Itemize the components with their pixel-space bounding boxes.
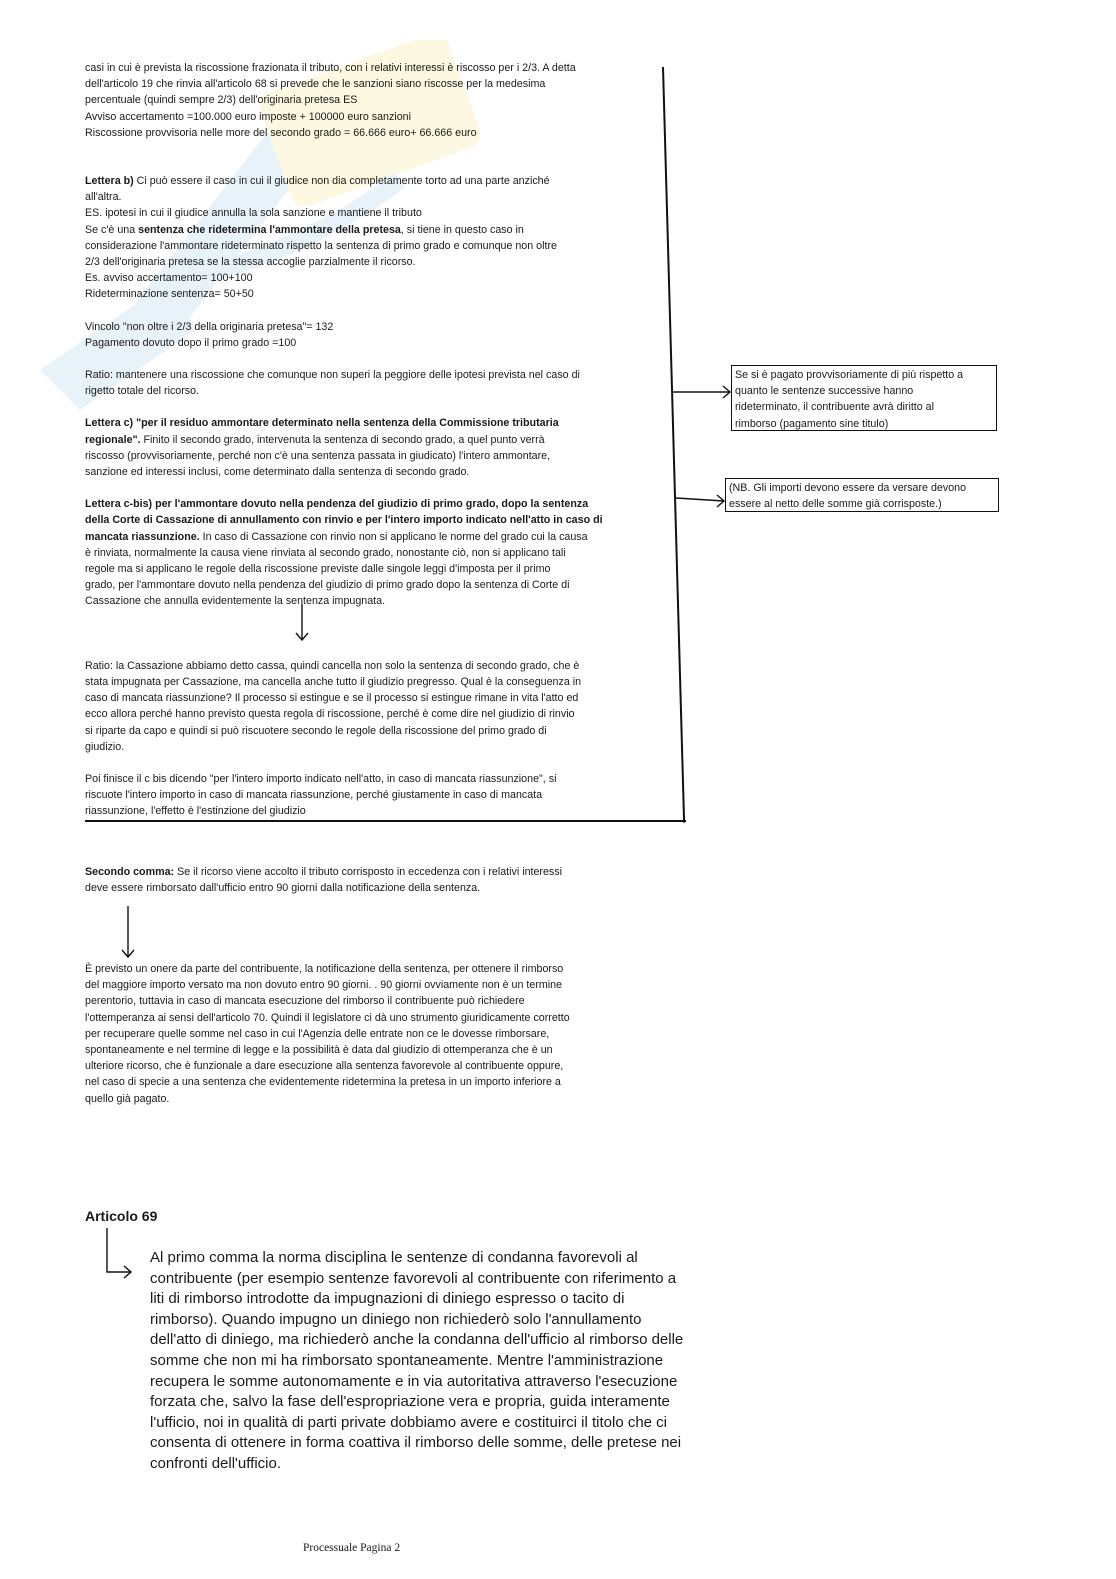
arrow-right-icon [672, 382, 734, 402]
finale-line: Poi finisce il c bis dicendo "per l'intero importo indicato nell'atto, in caso di mancata riassunzione", si [85, 772, 557, 785]
arrow-right-icon [676, 490, 728, 510]
lettera-c-heading: Lettera c) "per il residuo ammontare determinato nella sentenza della Commissione tributaria [85, 417, 559, 430]
page-footer: Processuale Pagina 2 [303, 1542, 401, 1554]
articolo-69-body: Al primo comma la norma disciplina le sentenze di condanna favorevoli al contribuente (per esempio sentenze favorevoli al contribuente con riferimento a liti di rimborso introdotte da impugnazioni di diniego espresso o tacito di rimborso). Quando impugno un diniego non richiederò solo l'annullamento dell'atto di diniego, ma richiederò anche la condanna dell'ufficio al rimborso delle somme che non mi ha rimborsato spontaneamente. Mentre l'amministrazione recupera le somme autonomamente e in via autoritativa attraverso l'esecuzione forzata che, salvo la fase dell'espropriazione vera e propria, guida interamente l'ufficio, noi in qualità di parti private dobbiamo avere e costituirci il titolo che ci consenta di ottenere in forma coattiva il rimborso delle somme, delle pretese nei confronti dell'ufficio. [150, 1249, 684, 1472]
lettera-b-line: Lettera b) Ci può essere il caso in cui il giudice non dia completamente torto ad una parte anziché [85, 175, 550, 188]
side-note-importi: (NB. Gli importi devono essere da versare devono essere al netto delle somme già corrisposte.) [725, 478, 999, 512]
intro-line: casi in cui è prevista la riscossione frazionata il tributo, con i relativi interessi è riscosso per i 2/3. A detta [85, 62, 576, 74]
main-text-block: casi in cui è prevista la riscossione frazionata il tributo, con i relativi interessi è riscosso per i 2/3. A detta dell'articolo 19 che rinvia all'articolo 68 si prevede che le sanzioni siano riscosse per la medesima percentuale (quindi sempre 2/3) dell'originaria pretesa ES Avviso accertamento =100.000 euro imposte + 100000 euro sanzioni Riscossione provvisoria nelle more del secondo grado = 66.666 euro+ 66.666 euro Lettera b) Ci può essere il caso in cui il giudice non dia completamente torto ad una parte anziché all'altra. ES. ipotesi in cui il giudice annulla la sola sanzione e mantiene il tributo Se c'è una sentenza che ridetermina l'ammontare della pretesa, si tiene in questo caso in considerazione l'ammontare rideterminato rispetto la sentenza di primo grado e comunque non oltre 2/3 dell'originaria pretesa se la stessa accoglie parzialmente il ricorso. Es. avviso accertamento= 100+100 Rideterminazione sentenza= 50+50 Vincolo "non oltre i 2/3 della originaria pretesa"= 132 Pagamento dovuto dopo il primo grado =100 Ratio: mantenere una riscossione che comunque non superi la peggiore delle ipotesi prevista nel caso di rigetto totale del ricorso. Lettera c) "per il residuo ammontare determinato nella sentenza della Commissione tributaria regionale". Finito il secondo grado, intervenuta la sentenza di secondo grado, a quel punto verrà riscosso (provvisoriamente, perché non c'è una sentenza passata in giudicato) l'intero ammontare, sanzione ed interessi inclusi, come determinato dalla sentenza di secondo grado. Lettera c-bis) per l'ammontare dovuto nella pendenza del giudizio di primo grado, dopo la sentenza della Corte di Cassazione di annullamento con rinvio e per l'intero importo indicato nell'atto in caso di mancata riassunzione. In caso di Cassazione con rinvio non si applicano le norme del grado cui la causa è rinviata, normalmente la causa viene rinviata al secondo grado, nonostante ciò, non si applicano tali regole ma si applicano le regole della riscossione previste dalle singole leggi d'imposta per il primo grado, per l'ammontare dovuto nella pendenza del giudizio di primo grado dopo la sentenza di Corte di Cassazione che annulla evidentemente la sentenza impugnata. Ratio: la Cassazione abbiamo detto cassa, quindi cancella non solo la sentenza di secondo grado, che è stata impugnata per Cassazione, ma cancella anche tutto il giudizio pregresso. Qual è la conseguenza in caso di mancata riassunzione? Il processo si estingue e se il processo si estingue rimane in vita l'atto ed ecco allora perché hanno previsto questa regola di riscossione, perché è come dire nel giudizio di rinvio si riparte da capo e quindi si può riscuotere secondo le regole della riscossione del primo grado di giudizio. Poi finisce il c bis dicendo "per l'intero importo indicato nell'atto, in caso di mancata riassunzione", si riscuote l'intero importo in caso di mancata riassunzione, perché giustamente in caso di mancata riassunzione, l'effetto è l'estinzione del giudizio [85, 60, 655, 820]
ratio-cassazione-line: Ratio: la Cassazione abbiamo detto cassa, quindi cancella non solo la sentenza di secondo grado, che è [85, 659, 580, 672]
arrow-down-icon [118, 906, 138, 960]
lettera-cbis-heading: Lettera c-bis) per l'ammontare dovuto nella pendenza del giudizio di primo grado, dopo la sentenza [85, 498, 589, 511]
intro-line: percentuale (quindi sempre 2/3) dell'originaria pretesa ES [85, 94, 358, 107]
intro-line: dell'articolo 19 che rinvia all'articolo 68 si prevede che le sanzioni siano riscosse per la medesima [85, 78, 546, 91]
secondo-comma-label: Secondo comma: [85, 866, 175, 878]
intro-line: Avviso accertamento =100.000 euro imposte + 100000 euro sanzioni [85, 110, 411, 123]
arrow-elbow-icon [100, 1228, 136, 1280]
bracket-vertical-line [662, 67, 685, 823]
lettera-b-label: Lettera b) [85, 175, 134, 188]
onere-block: È previsto un onere da parte del contribuente, la notificazione della sentenza, per ottenere il rimborso del maggiore importo versato ma non dovuto entro 90 giorni. . 90 giorni ovviamente non è un termine perentorio, tuttavia in caso di mancata esecuzione del rimborso il contribuente può richiedere l'ottemperanza ai sensi dell'articolo 70. Quindi il legislatore ci dà uno strumento giuridicamente corretto per recuperare quelle somme nel caso in cui l'Agenzia delle entrate non ce le dovesse rimborsare, spontaneamente e nel termine di legge e la possibilità è data dal giudizio di ottemperanza che è un ulteriore ricorso, che è funzionale a dare esecuzione alla sentenza favorevole al contribuente oppure, nel caso di specie a una sentenza che evidentemente ridetermina la pretesa in un importo inferiore a quello già pagato. [85, 963, 570, 1105]
side-note-rimborso: Se si è pagato provvisoriamente di più rispetto a quanto le sentenze successive hanno rideterminato, il contribuente avrà diritto al rimborso (pagamento sine titulo) [731, 365, 997, 431]
secondo-comma-block: Secondo comma: Se il ricorso viene accolto il tributo corrisposto in eccedenza con i relativi interessi deve essere rimborsato dall'ufficio entro 90 giorni dalla notificazione della sentenza. [85, 866, 562, 895]
articolo-69-heading: Articolo 69 [85, 1208, 158, 1224]
bracket-bottom-line [85, 820, 686, 822]
intro-line: Riscossione provvisoria nelle more del secondo grado = 66.666 euro+ 66.666 euro [85, 126, 477, 139]
arrow-down-icon [292, 604, 312, 644]
